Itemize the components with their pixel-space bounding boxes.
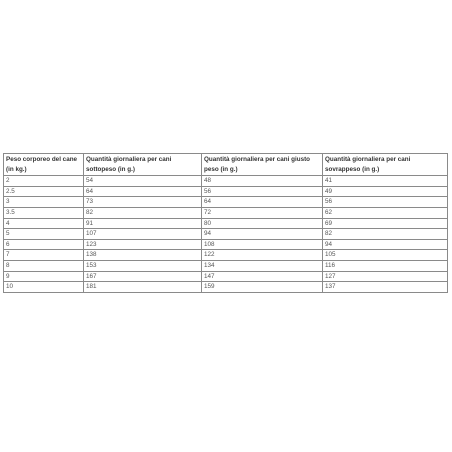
cell-underweight-amount: 167 xyxy=(84,271,202,282)
cell-dog-weight: 3 xyxy=(4,197,84,208)
cell-overweight-amount: 116 xyxy=(323,260,448,271)
cell-overweight-amount: 105 xyxy=(323,250,448,261)
cell-normal-weight-amount: 48 xyxy=(202,176,323,187)
table-row xyxy=(4,218,448,229)
cell-dog-weight: 5 xyxy=(4,229,84,240)
cell-underweight-amount: 82 xyxy=(84,207,202,218)
cell-overweight-amount: 69 xyxy=(323,218,448,229)
cell-overweight-amount: 82 xyxy=(323,229,448,240)
table-row xyxy=(4,229,448,240)
cell-dog-weight: 2.5 xyxy=(4,186,84,197)
cell-dog-weight: 8 xyxy=(4,260,84,271)
cell-underweight-amount: 153 xyxy=(84,260,202,271)
cell-dog-weight: 3.5 xyxy=(4,207,84,218)
cell-underweight-amount: 91 xyxy=(84,218,202,229)
cell-dog-weight: 4 xyxy=(4,218,84,229)
cell-overweight-amount: 127 xyxy=(323,271,448,282)
cell-underweight-amount: 181 xyxy=(84,282,202,293)
cell-normal-weight-amount: 94 xyxy=(202,229,323,240)
cell-underweight-amount: 54 xyxy=(84,176,202,187)
cell-overweight-amount: 41 xyxy=(323,176,448,187)
table-row xyxy=(4,207,448,218)
feeding-table xyxy=(3,153,448,293)
cell-dog-weight: 6 xyxy=(4,239,84,250)
table-row xyxy=(4,260,448,271)
table-header xyxy=(4,154,448,176)
cell-normal-weight-amount: 108 xyxy=(202,239,323,250)
cell-underweight-amount: 64 xyxy=(84,186,202,197)
cell-overweight-amount: 62 xyxy=(323,207,448,218)
header-dog-weight: Peso corporeo del cane (in kg.) xyxy=(4,154,84,176)
table-row xyxy=(4,186,448,197)
table-row xyxy=(4,250,448,261)
table-row xyxy=(4,197,448,208)
cell-normal-weight-amount: 134 xyxy=(202,260,323,271)
cell-overweight-amount: 94 xyxy=(323,239,448,250)
cell-overweight-amount: 137 xyxy=(323,282,448,293)
cell-overweight-amount: 56 xyxy=(323,197,448,208)
cell-normal-weight-amount: 159 xyxy=(202,282,323,293)
cell-dog-weight: 10 xyxy=(4,282,84,293)
cell-normal-weight-amount: 64 xyxy=(202,197,323,208)
cell-underweight-amount: 138 xyxy=(84,250,202,261)
table-row xyxy=(4,271,448,282)
cell-dog-weight: 9 xyxy=(4,271,84,282)
cell-overweight-amount: 49 xyxy=(323,186,448,197)
cell-underweight-amount: 73 xyxy=(84,197,202,208)
cell-underweight-amount: 107 xyxy=(84,229,202,240)
table-row xyxy=(4,282,448,293)
cell-dog-weight: 2 xyxy=(4,176,84,187)
feeding-table-container xyxy=(3,153,447,293)
header-overweight-amount: Quantità giornaliera per cani sovrappeso (in g.) xyxy=(323,154,448,176)
table-body xyxy=(4,176,448,293)
cell-normal-weight-amount: 147 xyxy=(202,271,323,282)
cell-normal-weight-amount: 122 xyxy=(202,250,323,261)
table-row xyxy=(4,176,448,187)
cell-underweight-amount: 123 xyxy=(84,239,202,250)
cell-normal-weight-amount: 72 xyxy=(202,207,323,218)
header-underweight-amount: Quantità giornaliera per cani sottopeso (in g.) xyxy=(84,154,202,176)
header-row xyxy=(4,154,448,176)
header-normal-weight-amount: Quantità giornaliera per cani giusto peso (in g.) xyxy=(202,154,323,176)
cell-normal-weight-amount: 56 xyxy=(202,186,323,197)
cell-dog-weight: 7 xyxy=(4,250,84,261)
table-row xyxy=(4,239,448,250)
cell-normal-weight-amount: 80 xyxy=(202,218,323,229)
